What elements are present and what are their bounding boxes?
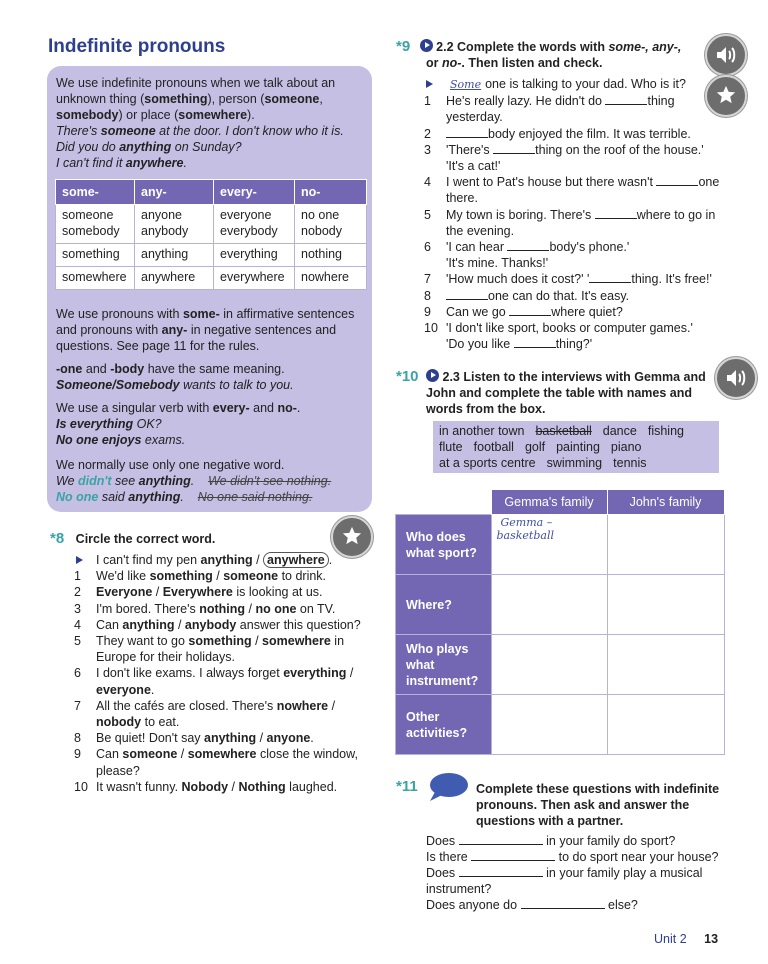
grammar-paragraph-3: We use a singular verb with every- and no-. Is everything OK? No one enjoys exams. bbox=[56, 401, 301, 447]
item-number: 8 bbox=[74, 731, 81, 746]
grammar-example: Did you do anything on Sunday? bbox=[56, 140, 242, 154]
question: Does anyone do else? bbox=[426, 898, 638, 912]
exercise-10-header: *10 2.3 Listen to the interviews with Gemma and John and complete the table with names and words from the box. bbox=[396, 368, 706, 416]
answer-cell[interactable] bbox=[607, 635, 724, 695]
grammar-example: There's someone at the door. I don't know who it is. bbox=[56, 124, 344, 138]
answer-cell[interactable] bbox=[491, 635, 607, 695]
item-text: 'It's mine. Thanks!' bbox=[446, 256, 549, 271]
exercise-item bbox=[420, 126, 720, 142]
question: instrument? bbox=[426, 882, 492, 896]
column-header: John's family bbox=[607, 490, 724, 515]
table-cell: something bbox=[56, 244, 135, 267]
grammar-paragraph-2: -one and -body have the same meaning. Someone/Somebody wants to talk to you. bbox=[56, 362, 294, 392]
item-text: body enjoyed the film. It was terrible. bbox=[446, 126, 720, 142]
table-row bbox=[396, 575, 725, 635]
table-header: every- bbox=[214, 180, 295, 205]
table-row bbox=[56, 267, 367, 290]
word-box-item: piano bbox=[610, 440, 642, 454]
item-number: 6 bbox=[424, 240, 431, 255]
question: Does in your family do sport? bbox=[426, 834, 676, 848]
grammar-intro-line: somebody) or place (somewhere). bbox=[56, 108, 255, 122]
page-footer bbox=[654, 932, 718, 946]
table-cell: everyone everybody bbox=[214, 205, 295, 244]
answer-blank[interactable] bbox=[521, 897, 605, 909]
track-number: 2.3 bbox=[442, 370, 460, 384]
item-number: 8 bbox=[424, 288, 431, 303]
speech-bubble-icon bbox=[427, 772, 469, 805]
table-row bbox=[56, 205, 367, 244]
item-number: 5 bbox=[74, 634, 81, 649]
word-box-item: in another town bbox=[439, 424, 525, 438]
word-box-item: fishing bbox=[647, 424, 684, 438]
exercise-item bbox=[420, 93, 720, 125]
item-number: 3 bbox=[424, 142, 431, 157]
item-text[interactable]: It wasn't funny. Nobody / Nothing laughed. bbox=[96, 779, 338, 794]
item-number: 5 bbox=[424, 207, 431, 222]
word-box-item: football bbox=[473, 440, 514, 454]
word-box bbox=[433, 421, 719, 473]
item-number: 4 bbox=[424, 175, 431, 190]
answer-blank[interactable] bbox=[446, 288, 488, 300]
item-text[interactable]: I don't like exams. I always forget everything / bbox=[96, 666, 354, 681]
answer-blank[interactable] bbox=[459, 865, 543, 877]
exercise-item bbox=[70, 601, 370, 617]
exercise-number: *11 bbox=[396, 778, 418, 795]
item-text[interactable]: All the cafés are closed. There's nowhere / bbox=[96, 698, 336, 713]
speaker-icon[interactable] bbox=[705, 34, 747, 76]
item-text: there. bbox=[446, 191, 478, 206]
item-number: 4 bbox=[74, 617, 81, 632]
answer-blank[interactable] bbox=[446, 126, 488, 138]
example-item: I can't find my pen anything / anywhere . bbox=[70, 552, 370, 568]
item-number: 10 bbox=[424, 321, 438, 336]
answer-cell[interactable] bbox=[607, 515, 724, 575]
word-box-item: tennis bbox=[613, 456, 647, 470]
pronoun-table bbox=[55, 179, 367, 290]
table-cell: no one nobody bbox=[295, 205, 367, 244]
item-text: 'Do you like thing?' bbox=[446, 337, 593, 352]
exercise-item bbox=[420, 320, 720, 352]
item-text: He's really lazy. He didn't do thing bbox=[446, 94, 675, 109]
word-box-item: swimming bbox=[546, 456, 603, 470]
item-text: one can do that. It's easy. bbox=[446, 288, 720, 304]
grammar-box bbox=[47, 66, 372, 512]
play-icon[interactable] bbox=[420, 39, 433, 52]
exercise-item bbox=[70, 730, 370, 746]
item-text[interactable]: please? bbox=[96, 763, 140, 778]
item-text: 'It's a cat!' bbox=[446, 159, 501, 174]
item-text: Can we go where quiet? bbox=[446, 304, 623, 319]
word-box-item: golf bbox=[524, 440, 546, 454]
word-box-item: flute bbox=[439, 440, 463, 454]
exercise-11-header bbox=[396, 778, 418, 795]
word-box-item: at a sports centre bbox=[439, 456, 536, 470]
answer-cell[interactable]: Gemma – basketball bbox=[491, 515, 607, 575]
answer-blank[interactable] bbox=[509, 304, 551, 316]
grammar-intro-line: unknown thing (something), person (someone, bbox=[56, 92, 323, 106]
exercise-item bbox=[70, 779, 370, 795]
table-header: any- bbox=[135, 180, 214, 205]
table-cell: anywhere bbox=[135, 267, 214, 290]
example-item: Some one is talking to your dad. Who is it? bbox=[420, 76, 720, 93]
table-header: no- bbox=[295, 180, 367, 205]
grammar-paragraph-4: We normally use only one negative word. We didn't see anything. We didn't see nothing. No one said anything. No one said nothing. bbox=[56, 458, 332, 504]
wrong-example: No one said nothing. bbox=[197, 490, 313, 504]
exercise-number: *9 bbox=[396, 38, 411, 55]
circled-answer: anywhere bbox=[263, 552, 329, 568]
grammar-intro-line: We use indefinite pronouns when we talk about an bbox=[56, 76, 336, 90]
answer-blank[interactable] bbox=[605, 93, 647, 105]
answer-cell[interactable] bbox=[607, 695, 724, 755]
table-cell: anyone anybody bbox=[135, 205, 214, 244]
item-number: 1 bbox=[74, 569, 81, 584]
row-header: Who does what sport? bbox=[396, 515, 492, 575]
table-cell: everything bbox=[214, 244, 295, 267]
answer-blank[interactable] bbox=[656, 174, 698, 186]
exercise-item bbox=[420, 142, 720, 174]
item-text[interactable]: everyone. bbox=[96, 682, 155, 697]
exercise-item bbox=[70, 584, 370, 600]
answer-cell[interactable] bbox=[607, 575, 724, 635]
row-header: Where? bbox=[396, 575, 492, 635]
item-number: 10 bbox=[74, 779, 88, 794]
page-number: 13 bbox=[704, 932, 719, 946]
exercise-11-questions bbox=[426, 833, 718, 913]
table-row bbox=[56, 244, 367, 267]
wrong-example: We didn't see nothing. bbox=[208, 474, 332, 488]
track-number: 2.2 bbox=[436, 40, 454, 54]
exercise-item bbox=[420, 304, 720, 320]
answer-blank[interactable] bbox=[589, 271, 631, 283]
answer-blank[interactable] bbox=[595, 207, 637, 219]
exercise-number: *8 bbox=[50, 530, 65, 547]
table-cell: somewhere bbox=[56, 267, 135, 290]
table-row bbox=[396, 635, 725, 695]
exercise-9-items bbox=[420, 76, 720, 352]
table-row bbox=[396, 515, 725, 575]
exercise-item bbox=[70, 665, 370, 697]
table-row bbox=[396, 695, 725, 755]
exercise-item bbox=[420, 288, 720, 304]
arrow-icon bbox=[426, 80, 433, 88]
answer-cell[interactable] bbox=[491, 575, 607, 635]
item-number: 2 bbox=[74, 585, 81, 600]
word-box-item: basketball bbox=[535, 424, 592, 438]
table-cell: someone somebody bbox=[56, 205, 135, 244]
item-text[interactable]: Can anything / anybody answer this question? bbox=[96, 617, 361, 632]
answer-blank[interactable] bbox=[493, 142, 535, 154]
unit-label: Unit 2 bbox=[654, 932, 687, 946]
item-number: 2 bbox=[424, 126, 431, 141]
item-text[interactable]: Europe for their holidays. bbox=[96, 650, 235, 665]
exercise-item bbox=[420, 239, 720, 271]
exercise-item bbox=[420, 271, 720, 287]
table-cell: anything bbox=[135, 244, 214, 267]
grammar-paragraph-1: We use pronouns with some- in affirmative sentences and pronouns with any- in negative sentences and questions. See page 11 for the rules. bbox=[56, 307, 355, 353]
answer-blank[interactable] bbox=[471, 849, 555, 861]
speaker-icon[interactable] bbox=[715, 357, 757, 399]
exercise-item bbox=[70, 698, 370, 730]
answer-cell[interactable] bbox=[491, 695, 607, 755]
item-number: 6 bbox=[74, 666, 81, 681]
item-number: 9 bbox=[424, 304, 431, 319]
table-cell: everywhere bbox=[214, 267, 295, 290]
exercise-item bbox=[70, 617, 370, 633]
item-text[interactable]: They want to go something / somewhere in bbox=[96, 634, 345, 649]
item-text: My town is boring. There's where to go in bbox=[446, 207, 716, 222]
column-header: Gemma's family bbox=[491, 490, 607, 515]
table-header: some- bbox=[56, 180, 135, 205]
item-text: 'I can hear body's phone.' bbox=[446, 240, 630, 255]
row-header: Who plays what instrument? bbox=[396, 635, 492, 695]
play-icon[interactable] bbox=[426, 369, 439, 382]
exercise-item bbox=[420, 174, 720, 206]
grammar-intro bbox=[56, 75, 366, 171]
answer-blank[interactable] bbox=[459, 833, 543, 845]
exercise-9-header: *9 2.2 Complete the words with some-, any-, or no-. Then listen and check. bbox=[396, 38, 682, 70]
item-text: 'There's thing on the roof of the house.' bbox=[446, 142, 704, 157]
exercise-item bbox=[420, 207, 720, 239]
item-text: 'How much does it cost?' ' thing. It's free!' bbox=[446, 272, 712, 287]
item-text[interactable]: nobody to eat. bbox=[96, 715, 180, 730]
item-text[interactable]: Everyone / Everywhere is looking at us. bbox=[96, 585, 323, 600]
exercise-number: *10 bbox=[396, 368, 419, 385]
answer-blank[interactable] bbox=[514, 336, 556, 348]
page-title: Indefinite pronouns bbox=[48, 36, 226, 57]
table-cell: nowhere bbox=[295, 267, 367, 290]
table-cell: nothing bbox=[295, 244, 367, 267]
question: Is there to do sport near your house? bbox=[426, 850, 719, 864]
word-box-item: painting bbox=[556, 440, 600, 454]
item-text: the evening. bbox=[446, 223, 515, 238]
item-text[interactable]: I'm bored. There's nothing / no one on TV. bbox=[96, 601, 336, 616]
item-text[interactable]: Be quiet! Don't say anything / anyone. bbox=[96, 731, 314, 746]
item-number: 1 bbox=[424, 94, 431, 109]
item-number: 7 bbox=[424, 272, 431, 287]
item-number: 9 bbox=[74, 747, 81, 762]
grammar-example: I can't find it anywhere. bbox=[56, 156, 187, 170]
item-number: 3 bbox=[74, 601, 81, 616]
exercise-8-header bbox=[50, 530, 215, 547]
answer-blank[interactable] bbox=[507, 239, 549, 251]
exercise-8-items bbox=[70, 552, 370, 795]
item-text: 'I don't like sport, books or computer games.' bbox=[446, 321, 693, 336]
item-text[interactable]: Can someone / somewhere close the window, bbox=[96, 747, 358, 762]
item-text[interactable]: We'd like something / someone to drink. bbox=[96, 569, 327, 584]
item-number: 7 bbox=[74, 698, 81, 713]
family-table bbox=[395, 489, 725, 755]
arrow-icon bbox=[76, 556, 83, 564]
row-header: Other activities? bbox=[396, 695, 492, 755]
item-text: yesterday. bbox=[446, 110, 503, 125]
question: Does in your family play a musical bbox=[426, 866, 703, 880]
exercise-instruction: Circle the correct word. bbox=[75, 532, 216, 546]
word-box-item: dance bbox=[602, 424, 637, 438]
item-text: I went to Pat's house but there wasn't one bbox=[446, 175, 720, 190]
exercise-item bbox=[70, 633, 370, 665]
exercise-item bbox=[70, 746, 370, 778]
exercise-item bbox=[70, 568, 370, 584]
exercise-11-instruction: Complete these questions with indefinite pronouns. Then ask and answer the questions with a partner. bbox=[476, 782, 720, 828]
